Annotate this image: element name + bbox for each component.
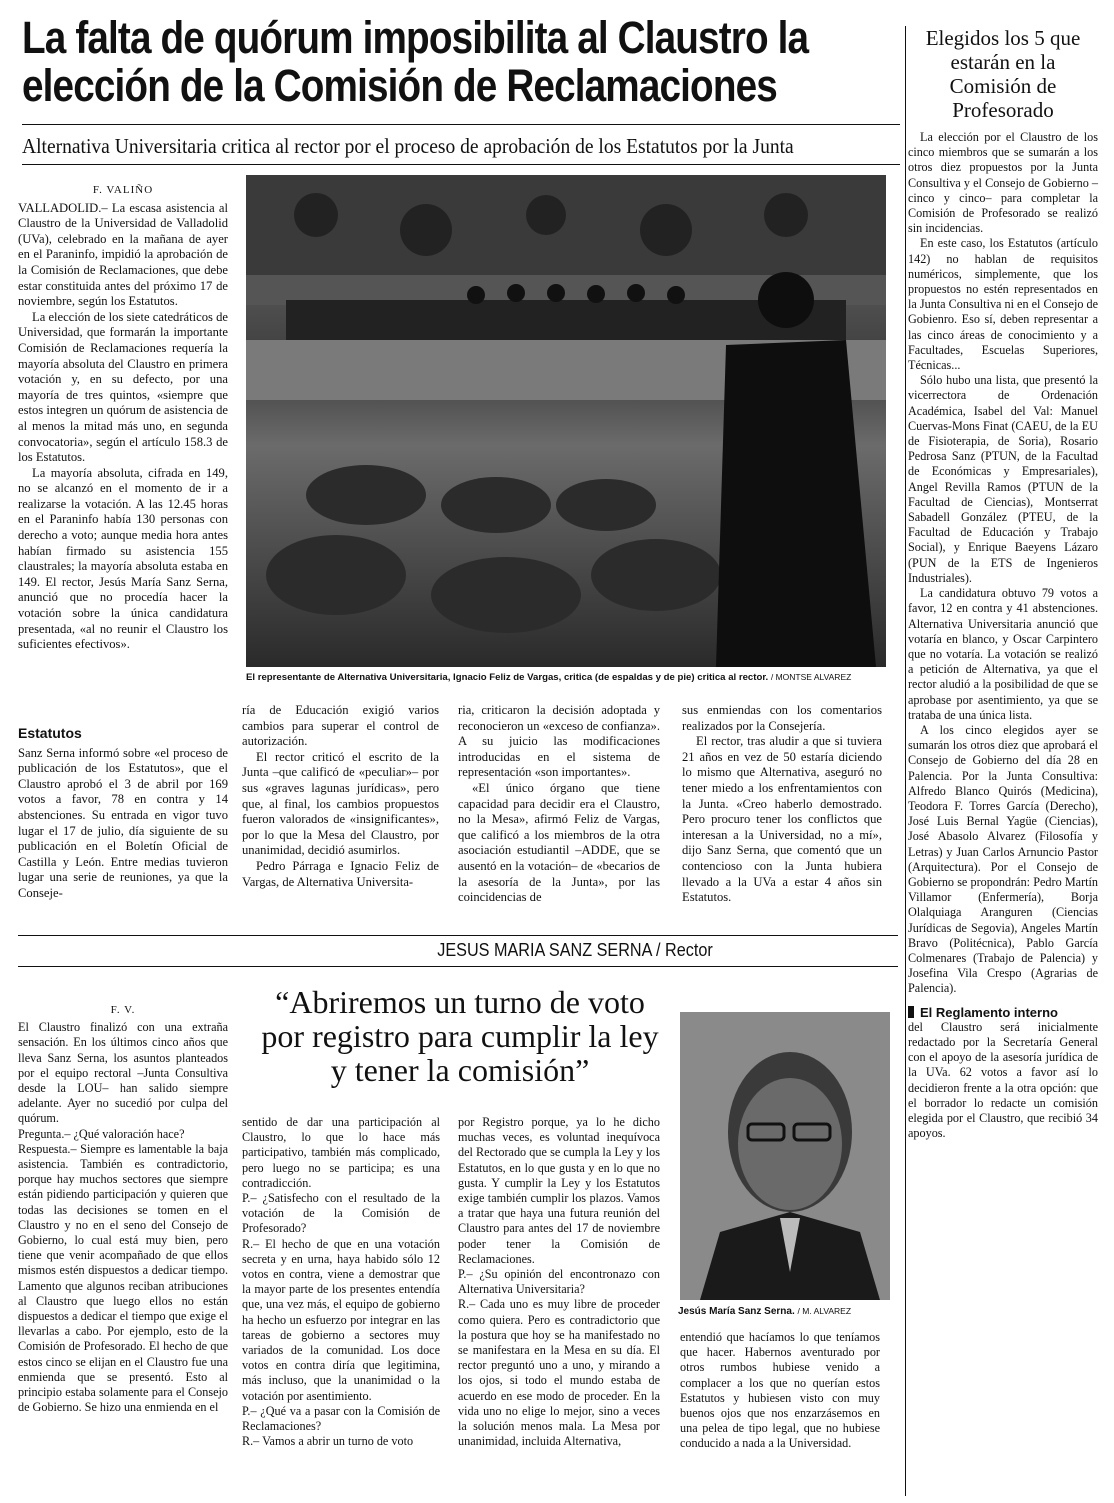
interview-header-rule bbox=[18, 966, 898, 967]
interview-quote-title: “Abriremos un turno de voto por registro para cumplir la ley y tener la comisión” bbox=[261, 984, 659, 1088]
answer: R.– El hecho de que en una votación secreta y en urna, haya habido sólo 12 votos en contra, viene a demostrar que la mayor parte de los presentes entendía que, una vez más, el equipo de gobierno ha hecho un esfuerzo por integrar en las tareas de gobierno a sectores muy variados de la comunidad. Los doce votos en contra diría que legitimina, más incluso, que la unanimidad o la votación por asentimiento. bbox=[242, 1236, 440, 1403]
paragraph: ria, criticaron la decisión adoptada y reconocieron un «exceso de confianza». A su juicio las modificaciones introducidas en el sistema de representación «son importantes». bbox=[458, 703, 660, 780]
photo-credit: / MONTSE ALVAREZ bbox=[770, 672, 852, 682]
article-column-1b bbox=[18, 722, 228, 902]
reglamento-title-text: El Reglamento interno bbox=[920, 1004, 1058, 1020]
question: P.– ¿Su opinión del encontronazo con Alternativa Universitaria? bbox=[458, 1267, 660, 1297]
rector-portrait bbox=[680, 1012, 890, 1300]
headline-line-1: La falta de quórum imposibilita al Claustro la bbox=[22, 12, 809, 63]
rector-photo-caption bbox=[678, 1306, 898, 1317]
sidebar bbox=[908, 26, 1098, 1496]
sidebar-text bbox=[908, 130, 1098, 1141]
interview-column-1 bbox=[18, 1003, 228, 1415]
paragraph: ría de Educación exigió varios cambios para superar el control de autorización. bbox=[242, 703, 439, 749]
claustro-photo bbox=[246, 175, 886, 667]
square-bullet-icon bbox=[908, 1006, 914, 1018]
answer: R.– Vamos a abrir un turno de voto bbox=[242, 1434, 414, 1449]
paragraph: A los cinco elegidos ayer se sumarán los otros diez que aprobará el Consejo de Gobierno del día 28 en Palencia. Por la Junta Consultiva: Alfredo Blanco Quirós (Medicina), Teodora F. Torres García (Derecho), José Luis Bernal Yagüe (Ciencias), José Abasolo Alvarez (Filosofía y Letras) y Juan Carlos Arnuncio Pastor (Arquitectura). Por el Consejo de Gobierno se propondrán: Pedro Martín Villamor (Enfermería), Borja Olalquiaga Aranguren (Ciencias Jurídicas de Segovia), Angeles Martín Bravo (Politécnica), Pablo García Colmenares (Trabajo de Palencia) y Josefina Vila Crespo (Agrarias de Palencia). bbox=[908, 722, 1098, 996]
paragraph: «El único órgano que tiene capacidad para decidir era el Claustro, no la Mesa», afirmó Feliz de Vargas, que calificó a los miembros de la otra asociación estudiantil –ADDE, que se ausentó en la votación– de «becarios de la asesoría de la Junta», por las coincidencias de bbox=[458, 780, 660, 905]
paragraph: Pedro Párraga e Ignacio Feliz de Vargas, de Alternativa Universita- bbox=[242, 858, 439, 889]
paragraph: sus enmiendas con los comentarios realizados por la Consejería. bbox=[682, 703, 882, 733]
reglamento-title bbox=[908, 1005, 1098, 1020]
interview-byline: F. V. bbox=[110, 1004, 136, 1016]
interview-column-2 bbox=[242, 1115, 440, 1449]
article-column-2 bbox=[242, 703, 439, 890]
paragraph: La mayoría absoluta, cifrada en 149, no se alcanzó en el momento de ir a realizarse la votación. A las 12.45 horas en el Paraninfo había 130 personas con derecho a voto; aunque media hora antes habían firmado su asistencia 155 claustrales; la mayoría absoluta estaba en 149. El rector, Jesús María Sanz Serna, anunció que no procedía hacer la votación sobre la única candidatura presentada, «al no reunir el Claustro los suficientes efectivos». bbox=[18, 465, 228, 652]
paragraph: El rector criticó el escrito de la Junta –que calificó de «peculiar»– por sus «graves lagunas jurídicas», pero que, al final, los cambios propuestos fueron valorados de «insignificantes», por lo que la Mesa del Claustro, por unanimidad, decidió asumirlos. bbox=[242, 749, 439, 858]
subheadline: Alternativa Universitaria critica al rector por el proceso de aprobación de los Estatutos por la Junta bbox=[22, 134, 794, 158]
claustro-photo-graphic bbox=[246, 175, 886, 667]
headline-rule bbox=[22, 124, 900, 125]
interview-top-rule bbox=[18, 935, 898, 936]
headline bbox=[22, 12, 809, 111]
paragraph: por Registro porque, ya lo he dicho muchas veces, es voluntad inequívoca del Rectorado que se cumpla la Ley y los Estatutos, en lo que gusta y en lo que no gusta. Y cumplir la Ley y los Estatutos exige también cumplir los plazos. Vamos a tratar que haya una futura reunión del Claustro para antes del 17 de noviembre poder tener la Comisión de Reclamaciones. bbox=[458, 1115, 660, 1266]
byline: F. VALIÑO bbox=[92, 184, 154, 196]
question: Pregunta.– ¿Qué valoración hace? bbox=[18, 1126, 185, 1141]
paragraph: Sanz Serna informó sobre «el proceso de publicación de los Estatutos», que el Claustro aprobó el 3 de abril por 169 votos a favor, 78 en contra y 14 abstenciones. Su entrada en vigor tuvo lugar el 17 de julio, día siguiente de su publicación en el Boletín Oficial de Castilla y León. Entre medias tuvieron lugar una serie de reuniones, ya que la Conseje- bbox=[18, 745, 228, 900]
sidebar-divider bbox=[905, 26, 906, 1496]
paragraph: La elección de los siete catedráticos de Universidad, que formarán la importante Comisión de Reclamaciones requería la mayoría absoluta del Claustro en primera votación y, en su defecto, por una mayoría de tres quintos, «siempre que estos integren un quórum de asistencia de al menos la mitad más uno, en segunda convocatoria», según el artículo 158.3 de los Estatutos. bbox=[18, 309, 228, 465]
question: P.– ¿Satisfecho con el resultado de la votación de la Comisión de Profesorado? bbox=[242, 1191, 440, 1236]
sidebar-title: Elegidos los 5 que estarán en la Comisión de Profesorado bbox=[925, 26, 1081, 122]
subhead-rule bbox=[22, 164, 900, 165]
headline-line-2: elección de la Comisión de Reclamaciones bbox=[22, 60, 777, 111]
paragraph: Sólo hubo una lista, que presentó la vicerrectora de Ordenación Académica, Isabel del Val: Manuel Cuervas-Mons Finat (CAEU, de la EU de Fisioterapia, de Soria), Rosario Pedrosa Sanz (PTUN, de la Facultad de Económicas y Empresariales), Angel Revilla Ramos (PTUN de la Facultad de Ciencias), Montserrat Sabadell González (PTEU, de la Facultad de Educación y Trabajo Social), y Enrique Baeyens Lázaro (PUN de la ETS de Ingenieros Industriales). bbox=[908, 373, 1098, 585]
paragraph: El Claustro finalizó con una extraña sensación. En los últimos cinco años que lleva Sanz Serna, los asuntos planteados por el equipo rectoral –Junta Consultiva desde la LOU– han salido siempre adelante. Ayer no sucedió por culpa del quórum. bbox=[18, 1020, 228, 1126]
interview-header: JESUS MARIA SANZ SERNA / Rector bbox=[437, 940, 713, 960]
rector-portrait-graphic bbox=[680, 1012, 890, 1300]
paragraph: del Claustro será inicialmente redactado por la Secretaría General con el apoyo de la asesoría jurídica de la UVa. 62 votos a favor así lo decidieron frente a la otra opción: que el borrador lo redacte un comisión elegida por el Claustro, que recibió 34 apoyos. bbox=[908, 1019, 1098, 1141]
paragraph: VALLADOLID.– La escasa asistencia al Claustro de la Universidad de Valladolid (UVa), celebrado en la mañana de ayer en el Paraninfo, impidió la aprobación de la Comisión de Reclamaciones, que debe estar constituida antes del próximo 17 de noviembre, según los Estatutos. bbox=[18, 200, 228, 309]
rector-caption-text: Jesús María Sanz Serna. bbox=[678, 1306, 795, 1317]
interview-column-3 bbox=[458, 1115, 660, 1449]
paragraph: En este caso, los Estatutos (artículo 142) no hablan de requisitos numéricos, simplemente, que los propuestos no estén representados en la Junta Consultiva ni en el Consejo de Gobienro. Eso sí, deben representar a las cinco áreas de conocimiento y a Facultades, Escuelas Superiores, Técnicas... bbox=[908, 236, 1098, 373]
article-column-1 bbox=[18, 183, 228, 653]
paragraph: entendió que hacíamos lo que teníamos que hacer. Habernos aventurado por otros rumbos hubiese venido a complacer a los que no querían estos Estatutos y hubiesen visto con muy buenos ojos que nos enzarzásemos en una pelea de tipo legal, que no hubiese conducido a nada a la Universidad. bbox=[680, 1330, 880, 1451]
paragraph: La candidatura obtuvo 79 votos a favor, 12 en contra y 41 abstenciones. Alternativa Universitaria anunció que votaría en blanco, y Oscar Carpintero que no votaría. La votación se realizó a petición de Alternativa, ya que el rector aludió a la posibilidad de que se aprobase por asentimiento, ya que se trataba de una única lista. bbox=[908, 586, 1098, 722]
paragraph: El rector, tras aludir a que si tuviera 21 años en vez de 50 estaría diciendo lo mismo que Alternativa, aseguró no tener miedo a los enfrentamientos con la Junta. «Creo haberlo demostrado. Pero procuro tener los conflictos que interesan a la Universidad, no a mí», dijo Sanz Serna, que comentó que un contencioso con la Junta hubiera llevado a la UVa a estar 4 años sin Estatutos. bbox=[682, 734, 882, 905]
answer: Respuesta.– Siempre es lamentable la baja asistencia. También es contradictorio, porque hay muchos sectores que siempre están pidiendo participación y quieren que todas las decisiones se tomen en el Claustro y no en el seno del Consejo de Gobierno, lo cual está muy bien, pero tiene que venir acompañado de que ellos mismos estén dispuestos a dedicar tiempo. Lamento que algunos reciban atribuciones al Claustro que luego ellos no están dispuestos a dedicar el tiempo que exige el llevarlas a cabo. Por ejemplo, esto de la Comisión de Profesorado. El hecho de que estos cinco se elijan en el Claustro fue una enmienda que se presentó. Esto al principio estaba solamente para el Consejo de Gobierno. Se hizo una enmienda en el bbox=[18, 1141, 228, 1415]
paragraph: sentido de dar una participación al Claustro, lo que lo hace más participativo, también más complicado, pero luego no se participa; es una contradicción. bbox=[242, 1115, 440, 1190]
article-column-4 bbox=[682, 703, 882, 906]
photo-caption bbox=[246, 672, 896, 683]
photo-caption-text: El representante de Alternativa Universitaria, Ignacio Feliz de Vargas, critica (de espaldas y de pie) critica al rector. bbox=[246, 672, 769, 683]
paragraph: La elección por el Claustro de los cinco miembros que se sumarán a los otros diez propuestos por la Junta Consultiva y el Consejo de Gobierno –cinco y cinco– para completar la Comisión de Profesorado se realizó sin incidencias. bbox=[908, 130, 1098, 236]
rector-photo-credit: / M. ALVAREZ bbox=[797, 1306, 852, 1316]
subtitle-estatutos: Estatutos bbox=[18, 725, 82, 741]
article-column-3 bbox=[458, 703, 660, 906]
question: P.– ¿Qué va a pasar con la Comisión de Reclamaciones? bbox=[242, 1403, 440, 1434]
answer: R.– Cada uno es muy libre de proceder como quiera. Pero es contradictorio que la postura que hoy se ha manifestado no se manifestara en la Mesa en su día. El rector preguntó uno a uno, y mirando a los ojos, si todo el mundo estaba de acuerdo en ese modo de proceder. En la vida uno no elige lo mejor, sino a veces la solución menos mala. La Mesa por unanimidad, incluida Alternativa, bbox=[458, 1297, 660, 1449]
interview-column-4 bbox=[680, 1330, 880, 1452]
